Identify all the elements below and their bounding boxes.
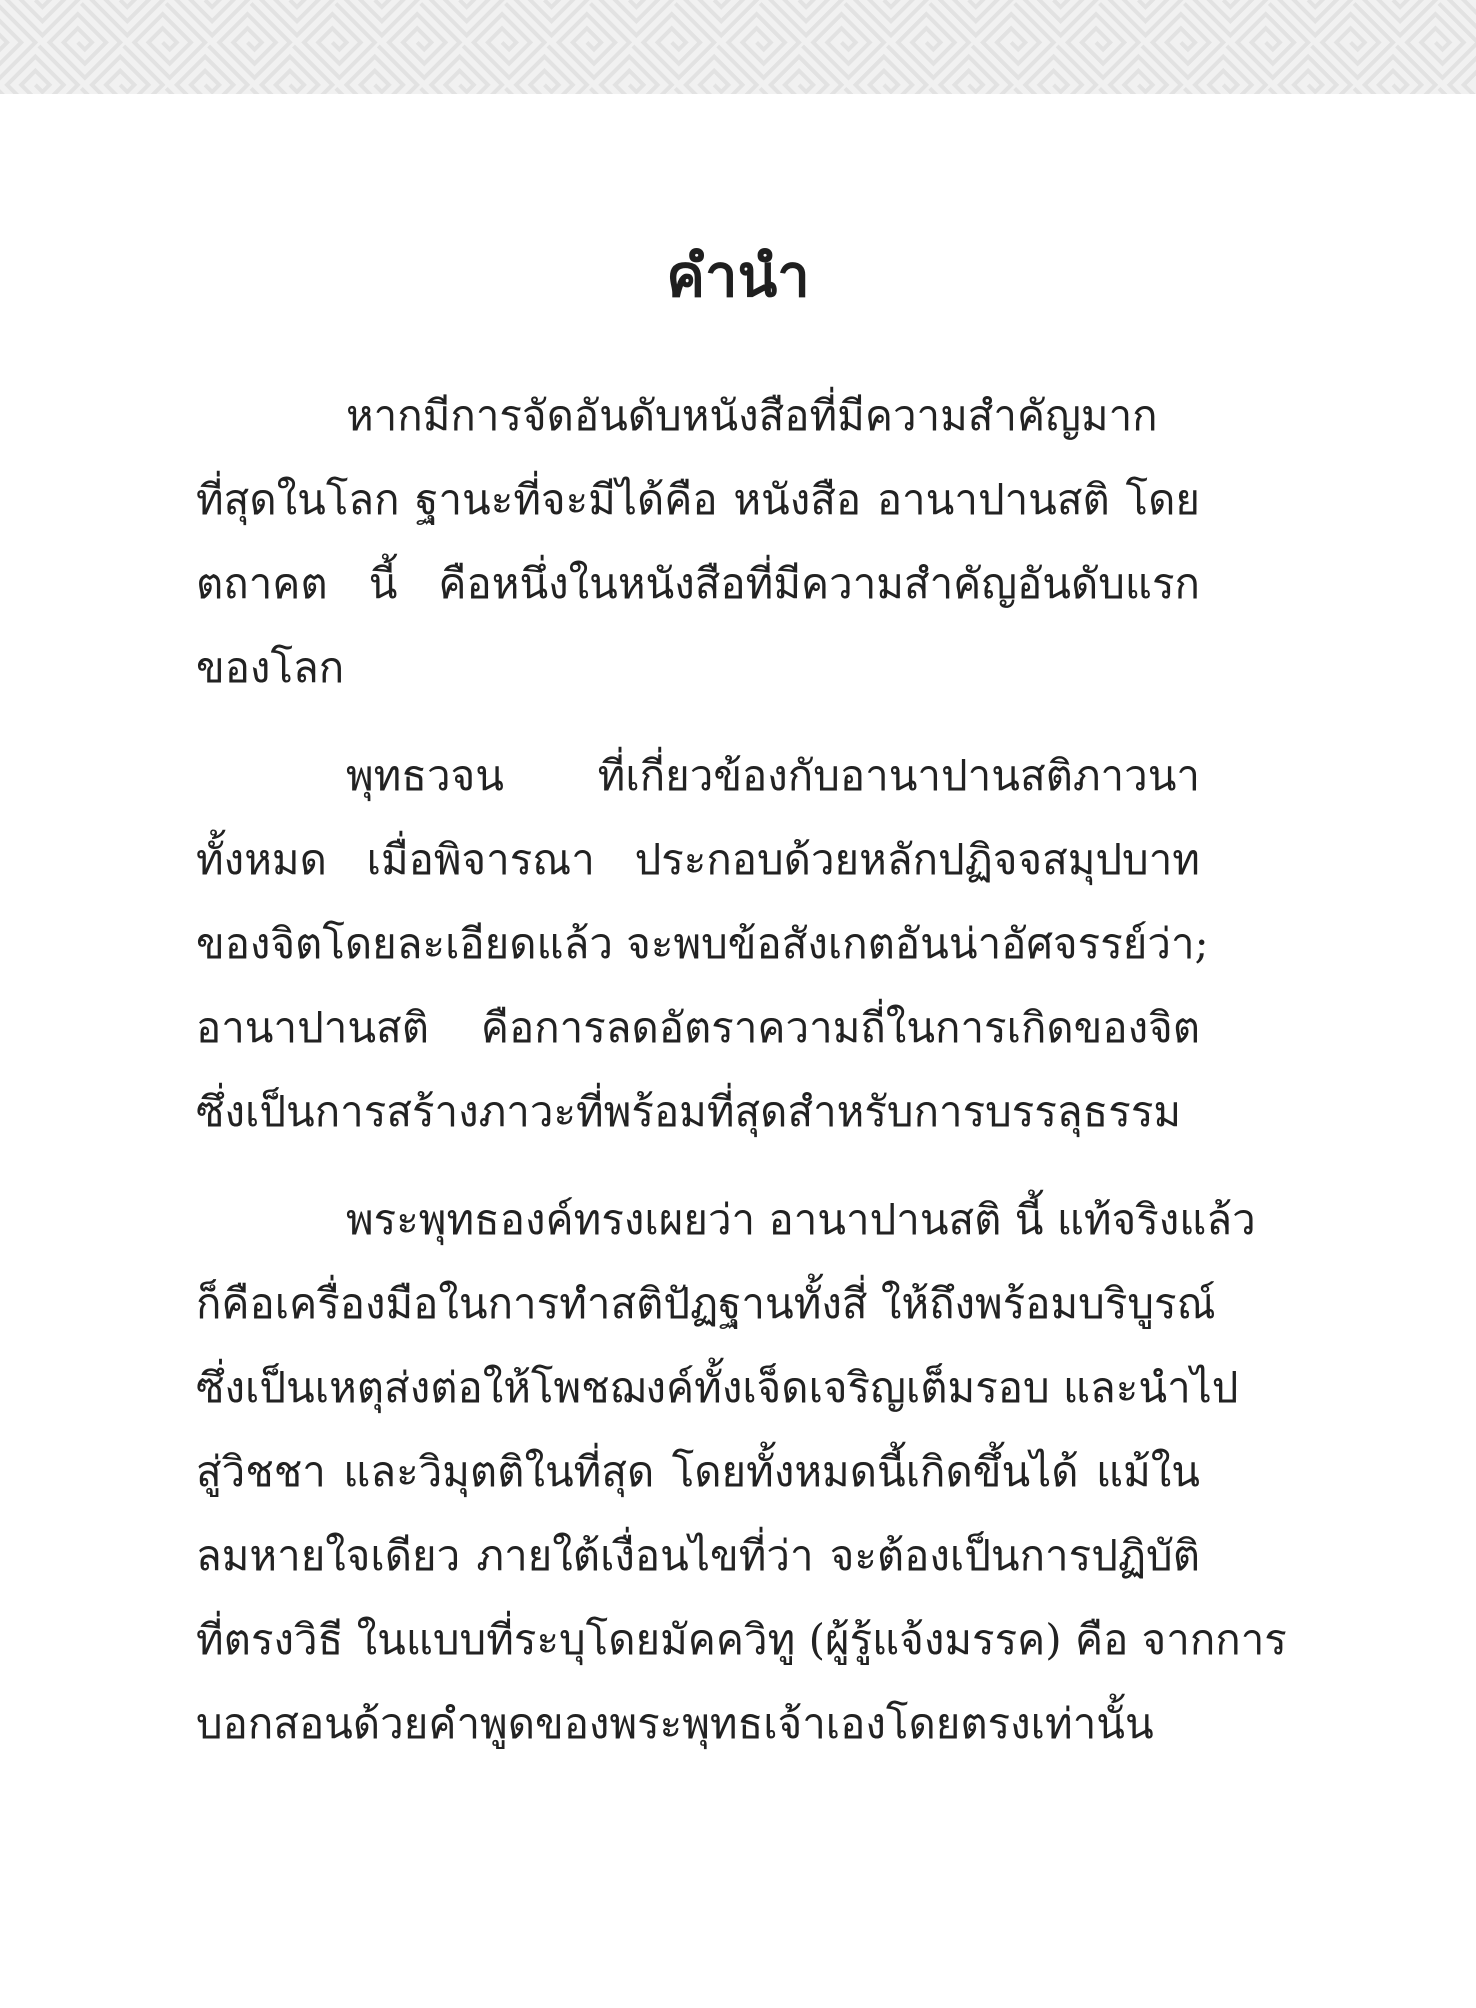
paragraph-line: ซึ่งเป็นเหตุส่งต่อให้โพชฌงค์ทั้งเจ็ดเจริญเต็มรอบ และนำไป xyxy=(196,1363,1239,1412)
paragraph-line: สู่วิชชา และวิมุตติในที่สุด โดยทั้งหมดนี้เกิดขึ้นได้ แม้ใน xyxy=(196,1447,1200,1496)
paragraph-3 xyxy=(196,1178,1287,1766)
decorative-header-band xyxy=(0,0,1476,94)
page-title: คำนำ xyxy=(666,242,810,310)
paragraph-1 xyxy=(196,374,1200,710)
paragraph-2 xyxy=(196,734,1209,1154)
paragraph-line: ทั้งหมด เมื่อพิจารณา ประกอบด้วยหลักปฏิจจสมุปบาท xyxy=(196,835,1200,884)
paragraph-line: ก็คือเครื่องมือในการทำสติปัฏฐานทั้งสี่ ให้ถึงพร้อมบริบูรณ์ xyxy=(196,1279,1216,1328)
paragraph-line: ตถาคต นี้ คือหนึ่งในหนังสือที่มีความสำคัญอันดับแรก xyxy=(196,559,1200,608)
paragraph-line: ลมหายใจเดียว ภายใต้เงื่อนไขที่ว่า จะต้องเป็นการปฏิบัติ xyxy=(196,1531,1200,1580)
paragraph-line: ที่สุดในโลก ฐานะที่จะมีได้คือ หนังสือ อานาปานสติ โดย xyxy=(196,475,1200,524)
paragraph-line: พุทธวจน ที่เกี่ยวข้องกับอานาปานสติภาวนา xyxy=(346,751,1200,800)
paragraph-line: ของจิตโดยละเอียดแล้ว จะพบข้อสังเกตอันน่าอัศจรรย์ว่า; xyxy=(196,919,1209,968)
paragraph-line: ของโลก xyxy=(196,643,345,692)
paragraph-line: อานาปานสติ คือการลดอัตราความถี่ในการเกิดของจิต xyxy=(196,1003,1200,1052)
paragraph-line: ที่ตรงวิธี ในแบบที่ระบุโดยมัคควิทู (ผู้รู้แจ้งมรรค) คือ จากการ xyxy=(196,1615,1287,1664)
paragraph-line: หากมีการจัดอันดับหนังสือที่มีความสำคัญมาก xyxy=(346,391,1158,440)
paragraph-line: บอกสอนด้วยคำพูดของพระพุทธเจ้าเองโดยตรงเท่านั้น xyxy=(196,1699,1154,1748)
body-text xyxy=(196,374,1287,1790)
paragraph-line: พระพุทธองค์ทรงเผยว่า อานาปานสติ นี้ แท้จริงแล้ว xyxy=(346,1195,1256,1244)
paragraph-line: ซึ่งเป็นการสร้างภาวะที่พร้อมที่สุดสำหรับการบรรลุธรรม xyxy=(196,1087,1182,1136)
greek-key-pattern xyxy=(0,0,1476,94)
